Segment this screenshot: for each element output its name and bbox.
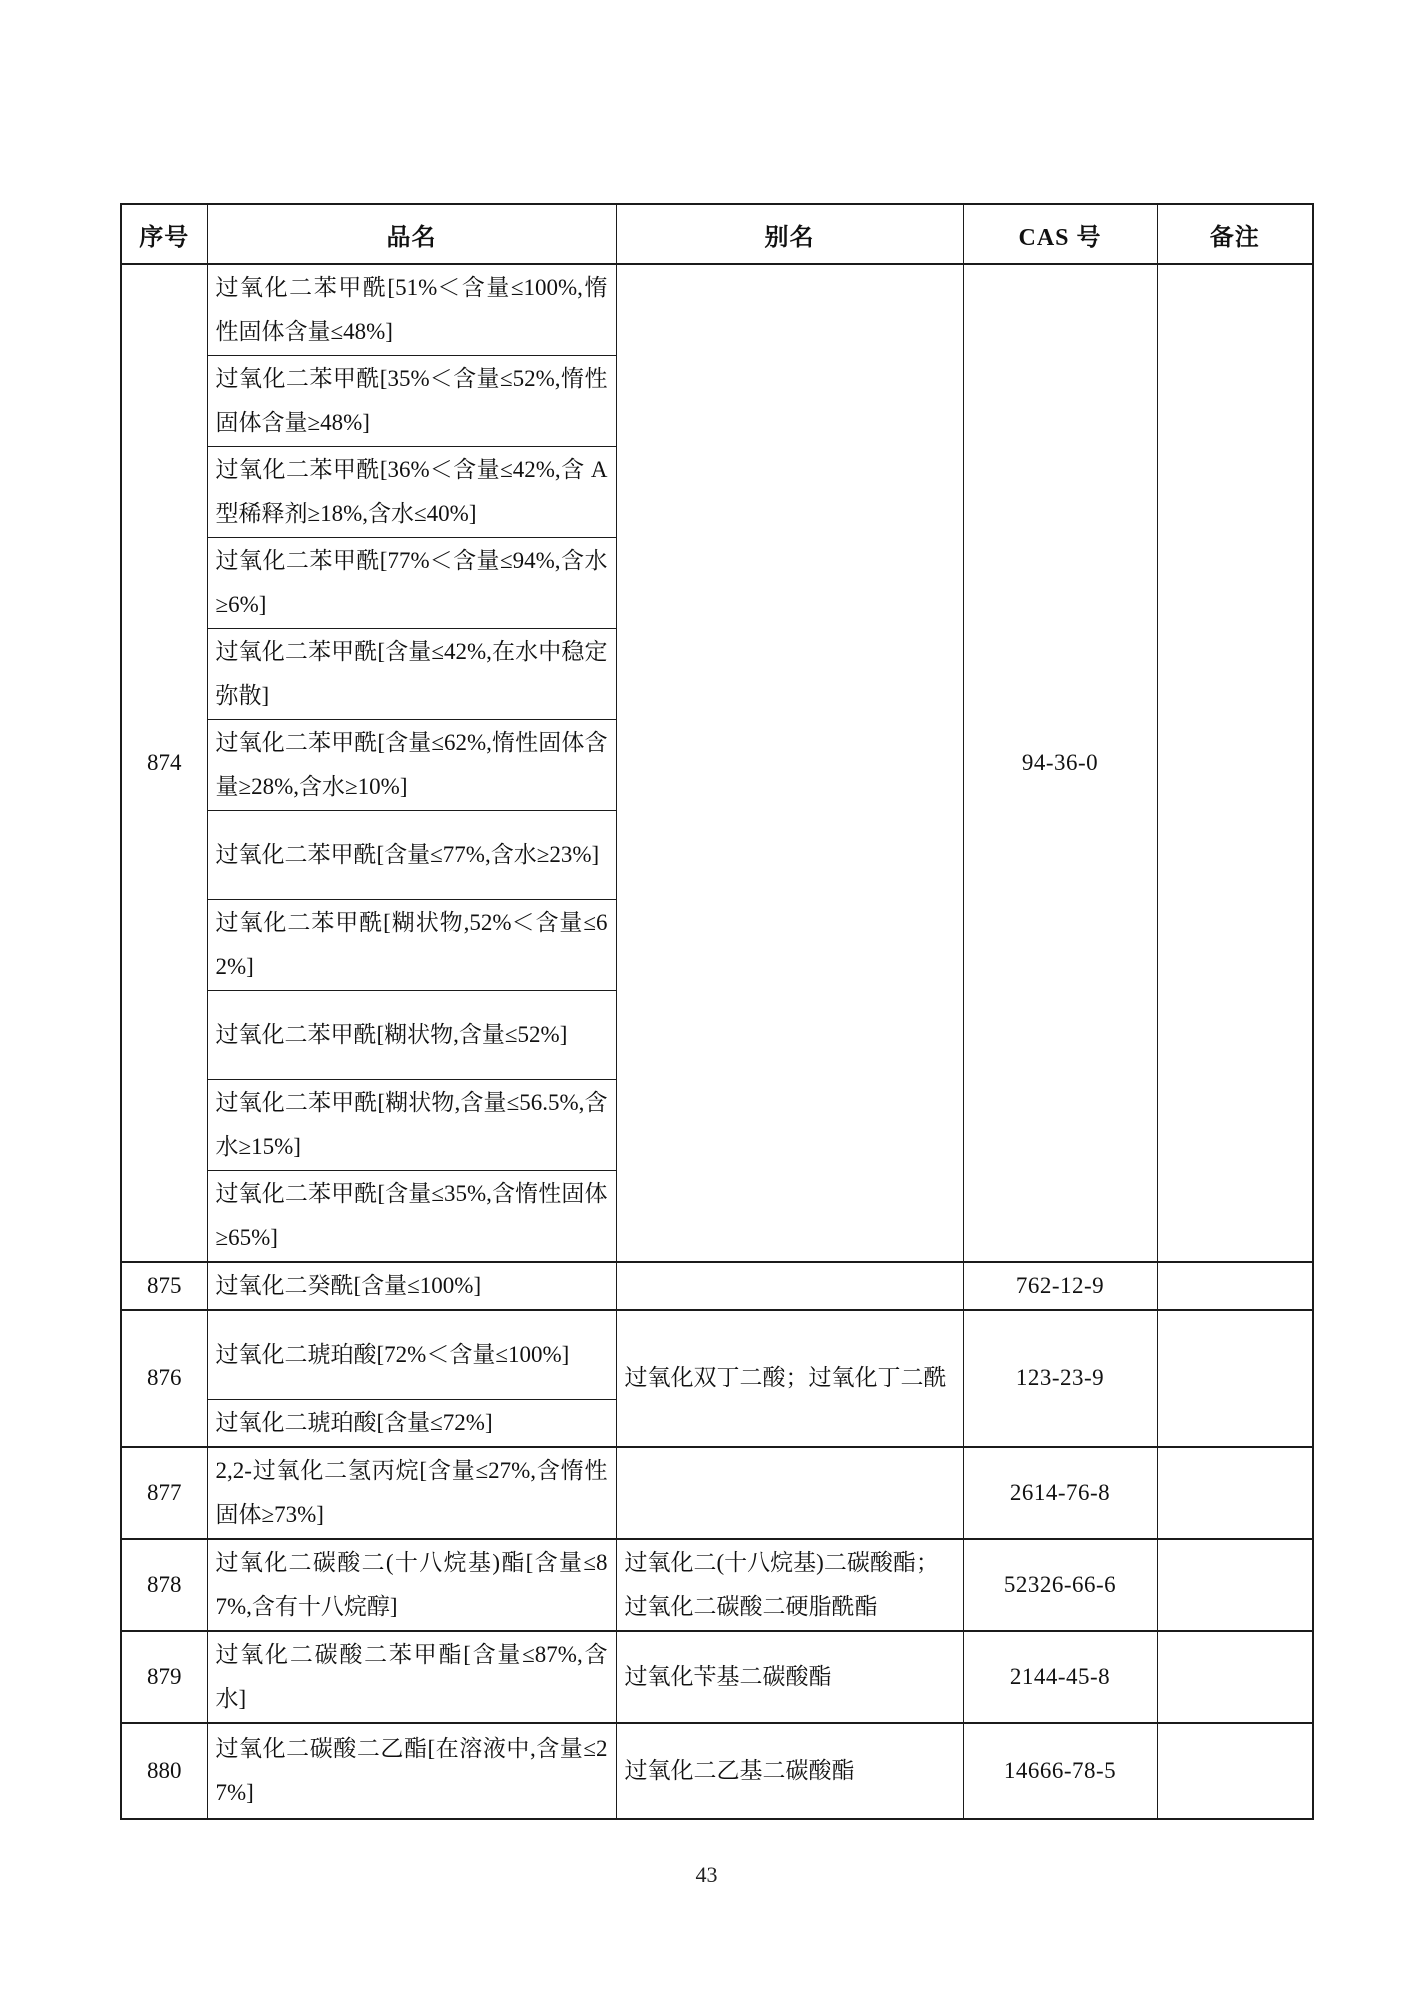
serial-number: 874 [121,264,207,1262]
alias: 过氧化二乙基二碳酸酯 [616,1723,963,1819]
header-cas: CAS 号 [963,204,1157,264]
header-row [121,204,1313,264]
cas-number: 2614-76-8 [963,1447,1157,1539]
product-name: 过氧化二苯甲酰[糊状物,含量≤52%] [207,991,616,1080]
cas-number: 14666-78-5 [963,1723,1157,1819]
alias [616,1262,963,1310]
product-name: 过氧化二苯甲酰[糊状物,52%＜含量≤62%] [207,900,616,991]
product-name: 过氧化二苯甲酰[51%＜含量≤100%,惰性固体含量≤48%] [207,264,616,356]
remark [1157,1539,1313,1631]
product-name: 过氧化二苯甲酰[36%＜含量≤42%,含 A 型稀释剂≥18%,含水≤40%] [207,447,616,538]
table-row [121,264,1313,356]
product-name: 过氧化二苯甲酰[含量≤35%,含惰性固体≥65%] [207,1171,616,1263]
header-no: 序号 [121,204,207,264]
serial-number: 878 [121,1539,207,1631]
page-number: 43 [695,1862,718,1887]
product-name: 过氧化二碳酸二苯甲酯[含量≤87%,含水] [207,1631,616,1723]
alias [616,1447,963,1539]
remark [1157,1262,1313,1310]
table-row [121,1723,1313,1819]
header-note: 备注 [1157,204,1313,264]
product-name: 过氧化二苯甲酰[含量≤42%,在水中稳定弥散] [207,629,616,720]
product-name: 过氧化二琥珀酸[含量≤72%] [207,1399,616,1447]
alias [616,264,963,1262]
alias: 过氧化二(十八烷基)二碳酸酯；过氧化二碳酸二硬脂酰酯 [616,1539,963,1631]
header-alias: 别名 [616,204,963,264]
product-name: 过氧化二苯甲酰[含量≤62%,惰性固体含量≥28%,含水≥10%] [207,720,616,811]
product-name: 过氧化二苯甲酰[77%＜含量≤94%,含水≥6%] [207,538,616,629]
cas-number: 123-23-9 [963,1310,1157,1447]
cas-number: 52326-66-6 [963,1539,1157,1631]
product-name: 过氧化二苯甲酰[含量≤77%,含水≥23%] [207,811,616,900]
serial-number: 880 [121,1723,207,1819]
remark [1157,1310,1313,1447]
alias: 过氧化双丁二酸；过氧化丁二酰 [616,1310,963,1447]
table-row [121,1262,1313,1310]
serial-number: 879 [121,1631,207,1723]
header-name: 品名 [207,204,616,264]
table-row [121,1539,1313,1631]
product-name: 过氧化二碳酸二乙酯[在溶液中,含量≤27%] [207,1723,616,1819]
product-name: 过氧化二苯甲酰[35%＜含量≤52%,惰性固体含量≥48%] [207,356,616,447]
product-name: 2,2-过氧化二氢丙烷[含量≤27%,含惰性固体≥73%] [207,1447,616,1539]
table-row [121,1310,1313,1399]
product-name: 过氧化二癸酰[含量≤100%] [207,1262,616,1310]
remark [1157,1631,1313,1723]
remark [1157,1723,1313,1819]
chemicals-table [120,203,1314,1820]
serial-number: 877 [121,1447,207,1539]
cas-number: 2144-45-8 [963,1631,1157,1723]
remark [1157,1447,1313,1539]
product-name: 过氧化二碳酸二(十八烷基)酯[含量≤87%,含有十八烷醇] [207,1539,616,1631]
table-row [121,1447,1313,1539]
cas-number: 94-36-0 [963,264,1157,1262]
product-name: 过氧化二苯甲酰[糊状物,含量≤56.5%,含水≥15%] [207,1080,616,1171]
product-name: 过氧化二琥珀酸[72%＜含量≤100%] [207,1310,616,1399]
alias: 过氧化苄基二碳酸酯 [616,1631,963,1723]
serial-number: 875 [121,1262,207,1310]
cas-number: 762-12-9 [963,1262,1157,1310]
serial-number: 876 [121,1310,207,1447]
table-row [121,1631,1313,1723]
remark [1157,264,1313,1262]
